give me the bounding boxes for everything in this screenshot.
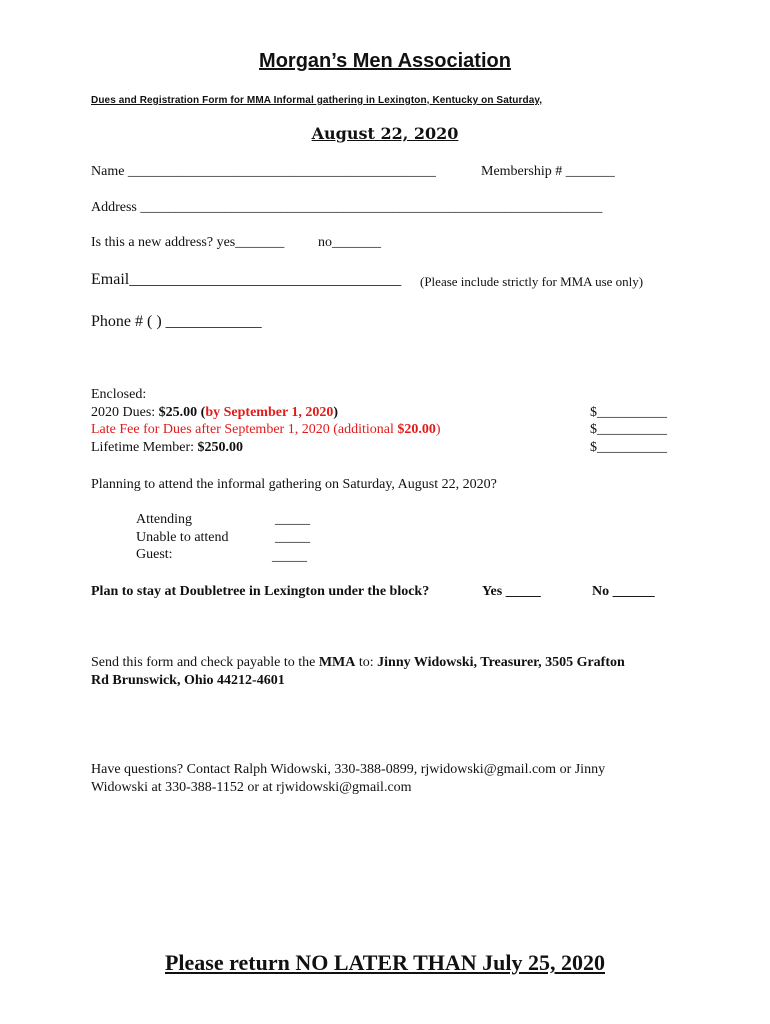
dues-line — [91, 405, 338, 421]
dues-close: ) — [333, 405, 339, 420]
attending-blank[interactable]: _____ — [275, 512, 310, 527]
email-note: (Please include strictly for MMA use only) — [420, 274, 644, 289]
new-address-yes-field[interactable]: Is this a new address? yes_______ — [91, 235, 285, 250]
attendance-question: Planning to attend the informal gathering on Saturday, August 22, 2020? — [91, 477, 497, 492]
late-fee-text: Late Fee for Dues after September 1, 2020 (additional — [91, 422, 398, 437]
email-field[interactable]: Email__________________________________ — [91, 271, 402, 288]
send-text: Send this form and check payable to the — [91, 655, 319, 670]
hotel-yes-field[interactable]: Yes _____ — [482, 584, 541, 599]
form-title: Morgan’s Men Association — [259, 50, 511, 72]
dues-open: ( — [197, 405, 206, 420]
dues-amount: $25.00 — [158, 405, 198, 420]
phone-field[interactable]: Phone # ( ) ____________ — [91, 313, 262, 330]
event-date: August 22, 2020 — [311, 124, 459, 143]
contact-line1: Have questions? Contact Ralph Widowski, 330-388-0899, rjwidowski@gmail.com or Jinny — [91, 762, 606, 777]
lifetime-label: Lifetime Member: — [91, 440, 198, 455]
dues-label: 2020 Dues: — [91, 405, 159, 420]
hotel-no-field[interactable]: No ______ — [592, 584, 655, 599]
late-fee-line — [91, 422, 441, 438]
hotel-question: Plan to stay at Doubletree in Lexington under the block? — [91, 584, 430, 599]
late-fee-amount: $20.00 — [397, 422, 436, 437]
send-mma: MMA — [318, 655, 356, 670]
guest-blank[interactable]: _____ — [272, 549, 307, 564]
form-subtitle: Dues and Registration Form for MMA Informal gathering in Lexington, Kentucky on Saturday, — [91, 95, 543, 106]
dues-deadline: by September 1, 2020 — [205, 405, 334, 420]
unable-blank[interactable]: _____ — [275, 530, 310, 545]
unable-label: Unable to attend — [136, 530, 229, 545]
return-deadline: Please return NO LATER THAN July 25, 2020 — [164, 950, 605, 975]
lifetime-line — [91, 440, 243, 456]
new-address-no-field[interactable]: no_______ — [318, 235, 381, 250]
enclosed-heading: Enclosed: — [91, 387, 147, 402]
send-to: to: — [355, 655, 378, 670]
contact-line2: Widowski at 330-388-1152 or at rjwidowski@gmail.com — [91, 780, 412, 795]
address-field[interactable]: Address __________________________________________________________________ — [91, 200, 603, 215]
send-instructions-line1 — [91, 655, 625, 671]
send-address-line1: Jinny Widowski, Treasurer, 3505 Grafton — [377, 655, 625, 670]
attending-label: Attending — [136, 512, 192, 527]
late-fee-amount-blank[interactable]: $__________ — [590, 422, 667, 437]
send-address-line2: Rd Brunswick, Ohio 44212-4601 — [91, 673, 285, 688]
membership-field[interactable]: Membership # _______ — [481, 164, 615, 179]
lifetime-amount: $250.00 — [197, 440, 244, 455]
dues-amount-blank[interactable]: $__________ — [590, 405, 667, 420]
name-field[interactable]: Name ____________________________________________ — [91, 164, 436, 179]
guest-label: Guest: — [136, 547, 173, 562]
lifetime-amount-blank[interactable]: $__________ — [590, 440, 667, 455]
late-fee-close: ) — [435, 422, 441, 437]
